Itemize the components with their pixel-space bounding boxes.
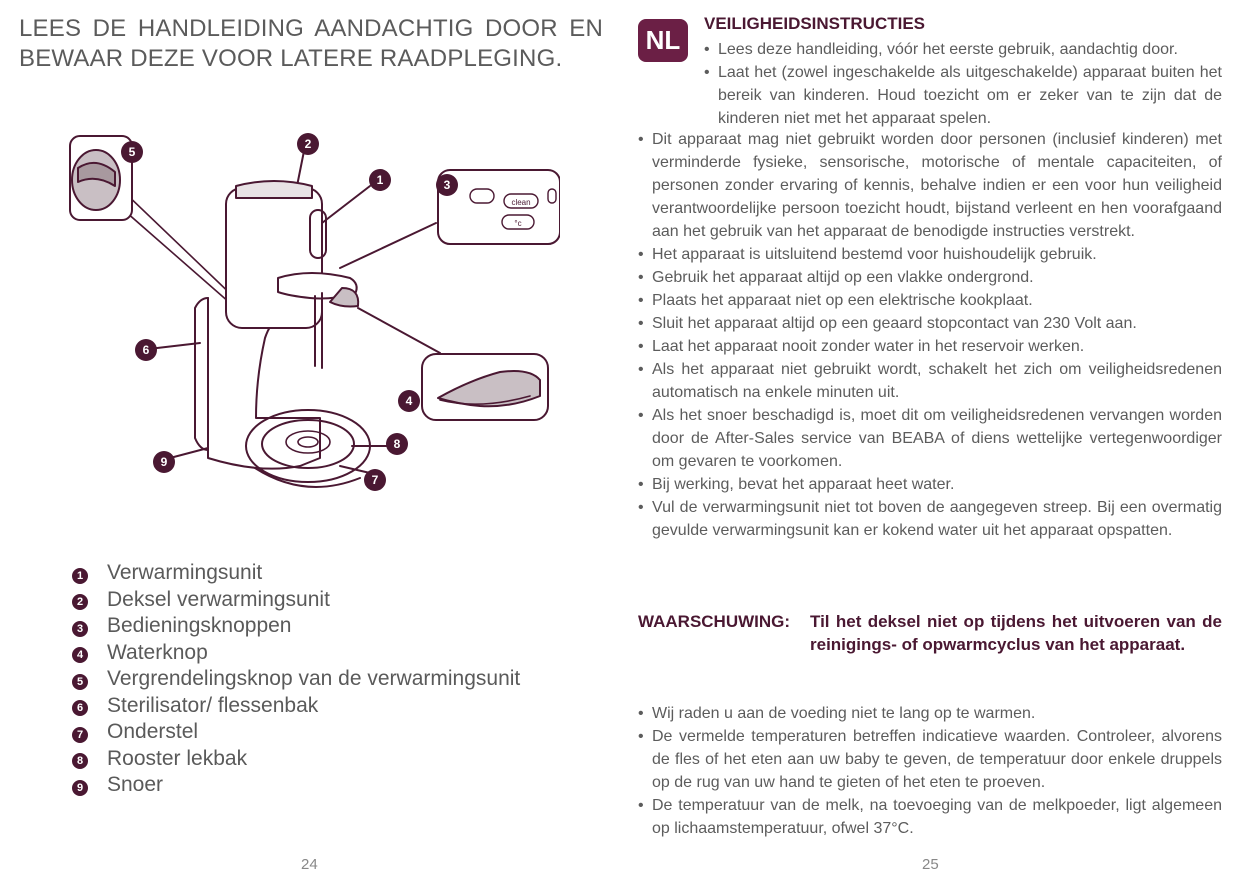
legend-item: [72, 693, 520, 720]
callout-3: 3: [443, 178, 451, 192]
callout-9: 9: [160, 455, 168, 469]
legend-number: 7: [72, 727, 88, 743]
legend-item: [72, 719, 520, 746]
section-title: VEILIGHEIDSINSTRUCTIES: [704, 14, 926, 33]
legend-item: [72, 772, 520, 799]
legend-number: 1: [72, 568, 88, 584]
list-item: • Lees deze handleiding, vóór het eerste gebruik, aandachtig door.: [704, 38, 1222, 61]
list-item: • Als het snoer beschadigd is, moet dit om veiligheidsredenen vervangen worden door de After-Sales service van BEABA of diens wettelijke vertegenwoordiger om gevaren te voorkomen.: [638, 404, 1222, 473]
list-item: • De temperatuur van de melk, na toevoeging van de melkpoeder, ligt algemeen op lichaamstemperatuur, ofwel 37°C.: [638, 794, 1222, 840]
list-item: • Vul de verwarmingsunit niet tot boven de aangegeven streep. Bij een overmatig gevulde verwarmingsunit kan er kokend water uit het apparaat opspatten.: [638, 496, 1222, 542]
legend-label: Deksel verwarmingsunit: [107, 587, 330, 611]
panel-temp-label: °c: [514, 219, 522, 228]
list-item: • De vermelde temperaturen betreffen indicatieve waarden. Controleer, alvorens de fles of het eten aan uw baby te geven, de temperatuur door enkele druppels op de rug van uw hand te gieten of het eten te proeven.: [638, 725, 1222, 794]
legend-number: 8: [72, 753, 88, 769]
legend-number: 3: [72, 621, 88, 637]
list-item: • Als het apparaat niet gebruikt wordt, schakelt het zich om veiligheidsredenen automatisch na enkele minuten uit.: [638, 358, 1222, 404]
list-item: • Wij raden u aan de voeding niet te lang op te warmen.: [638, 702, 1222, 725]
legend-number: 9: [72, 780, 88, 796]
legend-item: [72, 640, 520, 667]
legend-item: [72, 587, 520, 614]
callout-8: 8: [393, 437, 401, 451]
legend-label: Waterknop: [107, 640, 208, 664]
list-item: • Het apparaat is uitsluitend bestemd voor huishoudelijk gebruik.: [638, 243, 1222, 266]
list-item: • Laat het apparaat nooit zonder water in het reservoir werken.: [638, 335, 1222, 358]
callout-5: 5: [128, 145, 136, 159]
bullet-list-main: [638, 128, 1222, 542]
list-item: • Plaats het apparaat niet op een elektrische kookplaat.: [638, 289, 1222, 312]
bullet-list-indented: [704, 38, 1222, 130]
list-item: • Bij werking, bevat het apparaat heet water.: [638, 473, 1222, 496]
legend-label: Bedieningsknoppen: [107, 614, 292, 638]
page-number-left: 24: [301, 856, 318, 873]
legend-item: [72, 746, 520, 773]
intro-heading: LEES DE HANDLEIDING AANDACHTIG DOOR EN BEWAAR DEZE VOOR LATERE RAADPLEGING.: [19, 15, 603, 72]
legend-item: [72, 666, 520, 693]
legend-item: [72, 613, 520, 640]
legend-label: Sterilisator/ flessenbak: [107, 693, 319, 717]
left-page: [0, 0, 620, 886]
legend-label: Vergrendelingsknop van de verwarmingsunit: [107, 667, 521, 691]
appliance-diagram: [60, 128, 560, 508]
legend-label: Onderstel: [107, 720, 199, 744]
warning-block: [638, 610, 1222, 656]
warning-text: Til het deksel niet op tijdens het uitvoeren van de reinigings- of opwarmcyclus van het apparaat.: [810, 612, 1222, 654]
list-item: • Sluit het apparaat altijd op een geaard stopcontact van 230 Volt aan.: [638, 312, 1222, 335]
right-page: [620, 0, 1241, 886]
legend-label: Snoer: [107, 773, 164, 797]
legend-label: Rooster lekbak: [107, 746, 248, 770]
legend-label: Verwarmingsunit: [107, 561, 263, 585]
callout-2: 2: [304, 137, 312, 151]
legend-number: 6: [72, 700, 88, 716]
panel-clean-label: clean: [511, 198, 531, 207]
warning-label: WAARSCHUWING:: [638, 612, 791, 631]
callout-1: 1: [376, 173, 384, 187]
callout-7: 7: [371, 473, 379, 487]
list-item: • Dit apparaat mag niet gebruikt worden door personen (inclusief kinderen) met verminderde fysieke, sensorische, motorische of mentale capaciteiten, of personen zonder ervaring of kennis, behalve indien er een voor hun veiligheid verantwoordelijke persoon toezicht houdt, bijstand verleent en hen voorafgaand aan het gebruik van het apparaat de benodigde instructies verstrekt.: [638, 128, 1222, 243]
list-item: • Gebruik het apparaat altijd op een vlakke ondergrond.: [638, 266, 1222, 289]
parts-legend: [72, 560, 520, 799]
page-number-right: 25: [922, 856, 939, 873]
legend-number: 4: [72, 647, 88, 663]
legend-number: 2: [72, 594, 88, 610]
legend-item: [72, 560, 520, 587]
language-badge: NL: [638, 19, 688, 62]
callout-4: 4: [405, 394, 413, 408]
legend-number: 5: [72, 674, 88, 690]
list-item: • Laat het (zowel ingeschakelde als uitgeschakelde) apparaat buiten het bereik van kinderen. Houd toezicht om er zeker van te zijn dat de kinderen niet met het apparaat spelen.: [704, 61, 1222, 130]
bullet-list-after: [638, 702, 1222, 840]
callout-6: 6: [142, 343, 150, 357]
